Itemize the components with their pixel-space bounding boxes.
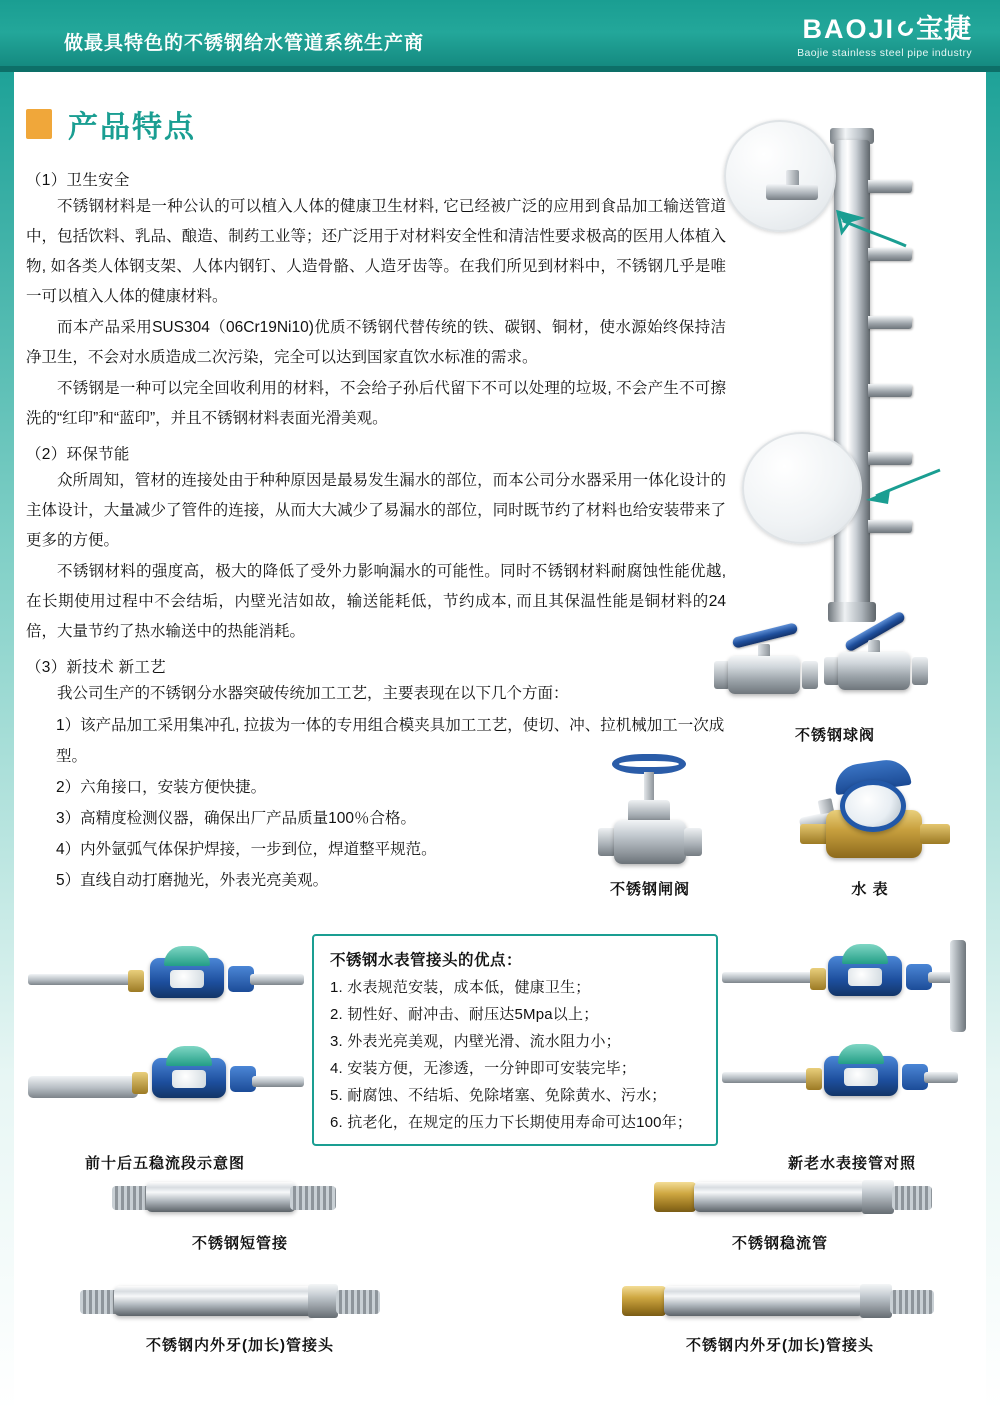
paragraph-3: 不锈钢是一种可以完全回收利用的材料，不会给子孙后代留下不可以处理的垃圾, 不会产生不可擦洗的“红印”和“蓝印”，并且不锈钢材料表面光滑美观。 (26, 380, 726, 427)
hex-nut (862, 1180, 894, 1214)
ball-valve-unit-1 (718, 628, 814, 712)
tube-body (664, 1286, 864, 1316)
brass-connector (810, 968, 826, 990)
heading-1: （1）卫生安全 (26, 172, 130, 189)
section-title-text: 产品特点 (68, 111, 196, 144)
caption-water-meter: 水 表 (851, 881, 889, 898)
paragraph-6: 我公司生产的不锈钢分水器突破传统加工工艺，主要表现在以下几个方面： (57, 685, 569, 702)
hex-nut (308, 1284, 338, 1318)
brass-nut-left (654, 1182, 696, 1212)
product-water-meter (770, 762, 970, 899)
advantage-item: 4. 安装方便，无渗透，一分钟即可安装完毕； (330, 1060, 637, 1077)
outlet-pipe (250, 974, 304, 985)
arrow-left-icon (830, 198, 910, 250)
outlet-pipe (252, 1076, 304, 1087)
paragraph-2: 而本产品采用SUS304（06Cr19Ni10)优质不锈钢代替传统的铁、碳钢、铜材，使水源始终保持洁净卫生，不会对水质造成二次污染，完全可以达到国家直饮水标准的需求。 (26, 319, 726, 366)
valve-end-right (912, 657, 928, 685)
heading-3: （3）新技术 新工艺 (26, 659, 166, 676)
caption-steady-tube: 不锈钢稳流管 (731, 1235, 828, 1252)
header-slogan: 做最具特色的不锈钢给水管道系统生产商 (64, 33, 425, 54)
manifold-outlet (868, 384, 912, 397)
advantage-item: 6. 抗老化，在规定的压力下长期使用寿命可达100年； (330, 1114, 693, 1131)
decorative-left-edge (0, 72, 14, 1411)
advantage-item: 3. 外表光亮美观，内壁光滑、流水阻力小； (330, 1033, 621, 1050)
product-mf-long-left (40, 1270, 440, 1355)
page-body (0, 72, 1000, 1411)
advantage-item: 2. 韧性好、耐冲击、耐压达5Mpa以上； (330, 1006, 599, 1023)
paragraph-4: 众所周知，管材的连接处由于种种原因是最易发生漏水的部位，而本公司分水器采用一体化设计的主体设计，大量减少了管件的连接，从而大大减少了易漏水的部位，同时既节约了材料也给安装带来了更多的方便。 (26, 472, 726, 549)
steady-flow-tube (28, 1076, 138, 1098)
caption-mf-long-left: 不锈钢内外牙(加长)管接头 (146, 1337, 334, 1354)
arrow-left-icon (858, 462, 944, 514)
tee-detail (766, 184, 818, 200)
manifold-bottom-cap (828, 602, 876, 622)
advantage-item: 1. 水表规范安装，成本低，健康卫生； (330, 979, 591, 996)
magnifier-callout-icon (724, 120, 836, 232)
brand-logo (797, 14, 972, 59)
logo-text-row (797, 14, 972, 44)
heading-2: （2）环保节能 (26, 446, 130, 463)
valve-end-right (684, 828, 702, 856)
riser-pipe (950, 940, 966, 1032)
ball-valve-unit-2 (828, 624, 924, 708)
page-header (0, 0, 1000, 72)
brass-connector (132, 1072, 148, 1094)
product-steady-tube (580, 1168, 980, 1253)
meter-dial (840, 780, 906, 832)
valve-body (614, 820, 686, 864)
caption-flow-section: 前十后五稳流段示意图 (84, 1155, 245, 1172)
product-meter-comparison (722, 934, 982, 1173)
valve-body (728, 656, 800, 694)
meter-assembly-2 (28, 1044, 304, 1114)
list-item-5: 5）直线自动打磨抛光，外表光亮美观。 (56, 872, 329, 889)
inlet-pipe (28, 974, 144, 985)
paragraph-1: 不锈钢材料是一种公认的可以植入人体的健康卫生材料, 它已经被广泛的应用到食品加工输送管道中，包括饮料、乳品、酿造、制药工业等；还广泛用于对材料安全性和清洁性要求极高的医用人体植入物, 如各类人体钢支架、人体内钢钉、人造骨骼、人造牙齿等。在我们所见到材料中，不锈钢几乎是唯一可以植入人体的健康材料。 (26, 198, 726, 305)
thread-right (890, 1290, 934, 1314)
advantages-title: 不锈钢水表管接头的优点： (330, 952, 523, 969)
manifold-illustration (718, 102, 986, 662)
advantages-box (312, 934, 718, 1146)
brass-connector (128, 970, 144, 992)
caption-mf-long-right: 不锈钢内外牙(加长)管接头 (686, 1337, 874, 1354)
caption-ball-valve: 不锈钢球阀 (794, 727, 875, 744)
decorative-right-edge (986, 72, 1000, 1411)
inlet-pipe (722, 1072, 814, 1083)
logo-subtitle: Baojie stainless steel pipe industry (797, 47, 972, 59)
manifold-outlet (868, 520, 912, 533)
caption-gate-valve: 不锈钢闸阀 (609, 881, 690, 898)
comparison-assembly-new (722, 942, 972, 1012)
section-title (26, 102, 196, 146)
product-ball-valve (700, 622, 980, 745)
manifold-outlet (868, 316, 912, 329)
brass-connector (806, 1068, 822, 1090)
water-meter (152, 1058, 226, 1098)
product-gate-valve (560, 754, 740, 899)
paragraph-5: 不锈钢材料的强度高，极大的降低了受外力影响漏水的可能性。同时不锈钢材料耐腐蚀性能优越, 在长期使用过程中不会结垢，内壁光洁如故，输送能耗低，节约成本, 而且其保温性能是铜材料的24倍，大量节约了热水输送中的热能消耗。 (26, 563, 726, 640)
water-meter (824, 1056, 898, 1096)
logo-c-icon (895, 18, 916, 39)
list-item-1: 1）该产品加工采用集冲孔, 拉拔为一体的专用组合模夹具加工工艺，使切、冲、拉机械加工一次成型。 (56, 717, 725, 765)
caption-meter-comparison: 新老水表接管对照 (787, 1155, 916, 1172)
valve-handwheel (612, 754, 686, 774)
thread-right (336, 1290, 380, 1314)
water-meter-unit (800, 776, 950, 872)
product-short-nipple (60, 1168, 420, 1253)
tube-body (114, 1286, 314, 1316)
valve-body (838, 652, 910, 690)
logo-latin: BAOJI (802, 14, 895, 44)
inlet-pipe (722, 972, 818, 983)
caption-short-nipple: 不锈钢短管接 (191, 1235, 288, 1252)
section-marker-icon (26, 109, 52, 139)
water-meter (150, 958, 224, 998)
tube-body (146, 1182, 296, 1212)
thread-right (892, 1186, 932, 1210)
outlet-pipe (924, 1072, 958, 1083)
brass-nut-left (622, 1286, 666, 1316)
tube-body (694, 1182, 866, 1212)
list-item-3: 3）高精度检测仪器，确保出厂产品质量100％合格。 (56, 810, 416, 827)
list-item-4: 4）内外氩弧气体保护焊接，一步到位，焊道整平规范。 (56, 841, 437, 858)
meter-assembly-1 (28, 944, 304, 1014)
list-item-2: 2）六角接口，安装方便快捷。 (56, 779, 267, 796)
comparison-assembly-old (722, 1038, 972, 1108)
magnifier-callout-icon (742, 432, 862, 544)
logo-chinese: 宝捷 (916, 14, 972, 44)
product-mf-long-right (570, 1270, 990, 1355)
valve-end-right (802, 661, 818, 689)
hex-nut (860, 1284, 892, 1318)
thread-right (290, 1186, 336, 1210)
product-flow-section-diagram (20, 934, 310, 1173)
gate-valve-unit (598, 754, 702, 870)
advantage-item: 5. 耐腐蚀、不结垢、免除堵塞、免除黄水、污水； (330, 1087, 667, 1104)
manifold-outlet (868, 180, 912, 193)
water-meter (828, 956, 902, 996)
meter-outlet (920, 824, 950, 844)
